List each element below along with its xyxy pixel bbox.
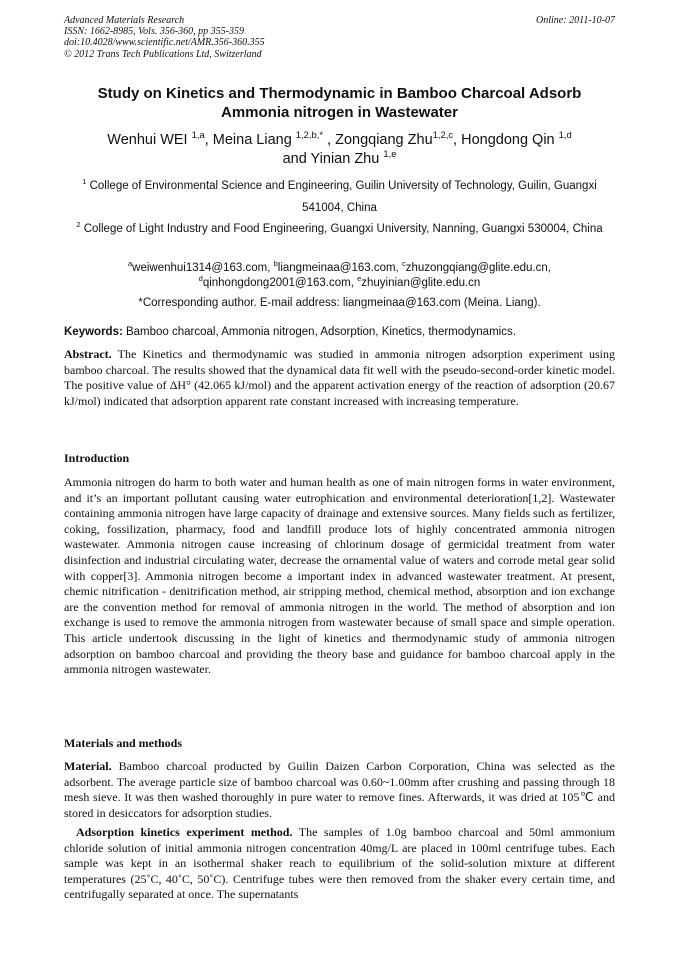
affiliation-mark: 1	[82, 177, 87, 187]
material-text: Bamboo charcoal producted by Guilin Daizen Carbon Corporation, China was selected as the adsorbent. The average particle size of bamboo charcoal was 0.60~1.00mm after crushing and passing through 18 mesh sieve. It was then washed thoroughly in pure water to remove fines. Afterwards, it was dried at 105℃ and stored in desiccators for adsorption studies.	[64, 759, 615, 820]
affiliation-2	[64, 219, 615, 241]
author-emails	[64, 261, 615, 291]
author-and: and	[282, 151, 311, 167]
author-affil-mark: 1,2,c	[432, 129, 454, 141]
author-list	[64, 131, 615, 169]
keywords	[64, 325, 615, 340]
abstract-label: Abstract.	[64, 347, 112, 361]
author-name: Yinian Zhu	[310, 151, 384, 167]
affiliation-text: College of Light Industry and Food Engineering, Guangxi University, Nanning, Guangxi 530004, China	[83, 223, 603, 235]
doi-line: doi:10.4028/www.scientific.net/AMR.356-360.355	[64, 37, 265, 49]
abstract-text: The Kinetics and thermodynamic was studied in ammonia nitrogen adsorption experiment using bamboo charcoal. The results showed that the dynamical data fit well with the pseudo-second-order kinetic model. The positive value of ΔH° (42.065 kJ/mol) and the apparent activation energy of the reaction of adsorption (20.67 kJ/mol) indicated that adsorption apparent rate constant increased with increasing temperature.	[64, 347, 615, 408]
email-line-1: $^a$weiwenhui1314@163.com, $^b$liangmeinaa@163.com, $^c$zhuzongqiang@glite.edu.cn,	[127, 259, 551, 274]
affiliation-1	[64, 176, 615, 219]
affiliations	[64, 176, 615, 241]
issn-line: ISSN: 1662-8985, Vols. 356-360, pp 355-359	[64, 26, 244, 38]
kinetics-text: The samples of 1.0g bamboo charcoal and 50ml ammonium chloride solution of initial ammonia nitrogen concentration 40mg/L are placed in 100ml centrifuge tubes. Each sample was kept in an isothermal shaker reach to equilibrium of the solid-solution mixture at different temperatures (25˚C, 40˚C, 50˚C). Centrifuge tubes were then removed from the shaker every certain time, and centrifugally separated at once. The supernatants	[64, 825, 615, 902]
email-link[interactable]: zhuyinian@glite.edu.cn	[361, 277, 481, 289]
keywords-text: Bamboo charcoal, Ammonia nitrogen, Adsorption, Kinetics, thermodynamics.	[122, 326, 516, 338]
email-link[interactable]: zhuzongqiang@glite.edu.cn,	[405, 262, 551, 274]
author-name: Hongdong Qin	[461, 132, 559, 148]
keywords-label: Keywords:	[64, 326, 123, 338]
email-link[interactable]: liangmeinaa@163.com,	[277, 262, 402, 274]
online-date: Online: 2011-10-07	[536, 15, 615, 26]
title-line-1: Study on Kinetics and Thermodynamic in Bamboo Charcoal Adsorb	[97, 85, 582, 102]
kinetics-paragraph	[64, 825, 615, 903]
title-line-2: Ammonia nitrogen in Wastewater	[221, 104, 458, 121]
section-heading-introduction: Introduction	[64, 451, 130, 465]
email-line-2: $^d$qinhongdong2001@163.com, $^e$zhuyinian@glite.edu.cn	[198, 274, 481, 289]
material-label: Material.	[64, 759, 112, 773]
paper-title	[64, 84, 615, 122]
author-affil-mark: 1,a	[191, 129, 205, 141]
author-line-1: Wenhui WEI $^{1,a}$, Meina Liang $^{1,2,b,*}$ , Zongqiang Zhu$^{1,2,c}$, Hongdong Qin $^{1,d}$	[107, 129, 572, 148]
kinetics-label: Adsorption kinetics experiment method.	[76, 825, 293, 839]
journal-name: Advanced Materials Research	[64, 15, 185, 26]
author-affil-mark: 1,e	[383, 148, 397, 160]
introduction-paragraph: Ammonia nitrogen do harm to both water and human health as one of main nitrogen forms in water environment, and it’s an important pollutant causing water eutrophication and environmental deterioration[1,2]. Wastewater containing ammonia nitrogen have large capacity of drainage and extensive sources. Many fields such as fertilizer, coking, fossilization, pharmacy, food and landfill produce lots of highly concentrated ammonia nitrogen wastewater. Ammonia nitrogen cause increasing of chlorinum dosage of germicidal treatment from water disinfection and industrial circulating water, decrease the ornamental value of waters and corrode metal gear solid with copper[3]. Ammonia nitrogen become a important index in advanced wastewater treatment. At present, chemic nitrification - denitrification method, air stripping method, chemical method, absorption and ion exchange are the convention method for removal of ammonia nitrogen in the world. The method of absorption and ion exchange is used to remove the ammonia nitrogen from wastewater because of small space and simple operation. This article undertook discussing in the light of kinetics and thermodynamic study of ammonia nitrogen adsorption on bamboo charcoal and providing the theory base and guidance for bamboo charcoal apply in the ammonia nitrogen wastewater.	[64, 475, 615, 677]
abstract	[64, 347, 615, 409]
copyright-line: © 2012 Trans Tech Publications Ltd, Switzerland	[64, 48, 262, 60]
author-name: Zongqiang Zhu	[335, 132, 433, 148]
author-name: Wenhui WEI	[107, 132, 192, 148]
journal-header	[64, 15, 615, 60]
author-affil-mark: 1,2,b,*	[295, 129, 323, 141]
material-paragraph	[64, 759, 615, 821]
affiliation-text: College of Environmental Science and Engineering, Guilin University of Technology, Guilin, Guangxi 541004, China	[89, 180, 597, 214]
author-line-2	[64, 150, 615, 169]
email-link[interactable]: qinhongdong2001@163.com,	[202, 277, 358, 289]
section-heading-methods: Materials and methods	[64, 736, 182, 750]
email-link[interactable]: weiwenhui1314@163.com,	[132, 262, 274, 274]
affiliation-mark: 2	[76, 220, 81, 230]
author-affil-mark: 1,d	[558, 129, 572, 141]
author-name: Meina Liang	[212, 132, 296, 148]
corresponding-author: *Corresponding author. E-mail address: liangmeinaa@163.com (Meina. Liang).	[138, 297, 541, 309]
